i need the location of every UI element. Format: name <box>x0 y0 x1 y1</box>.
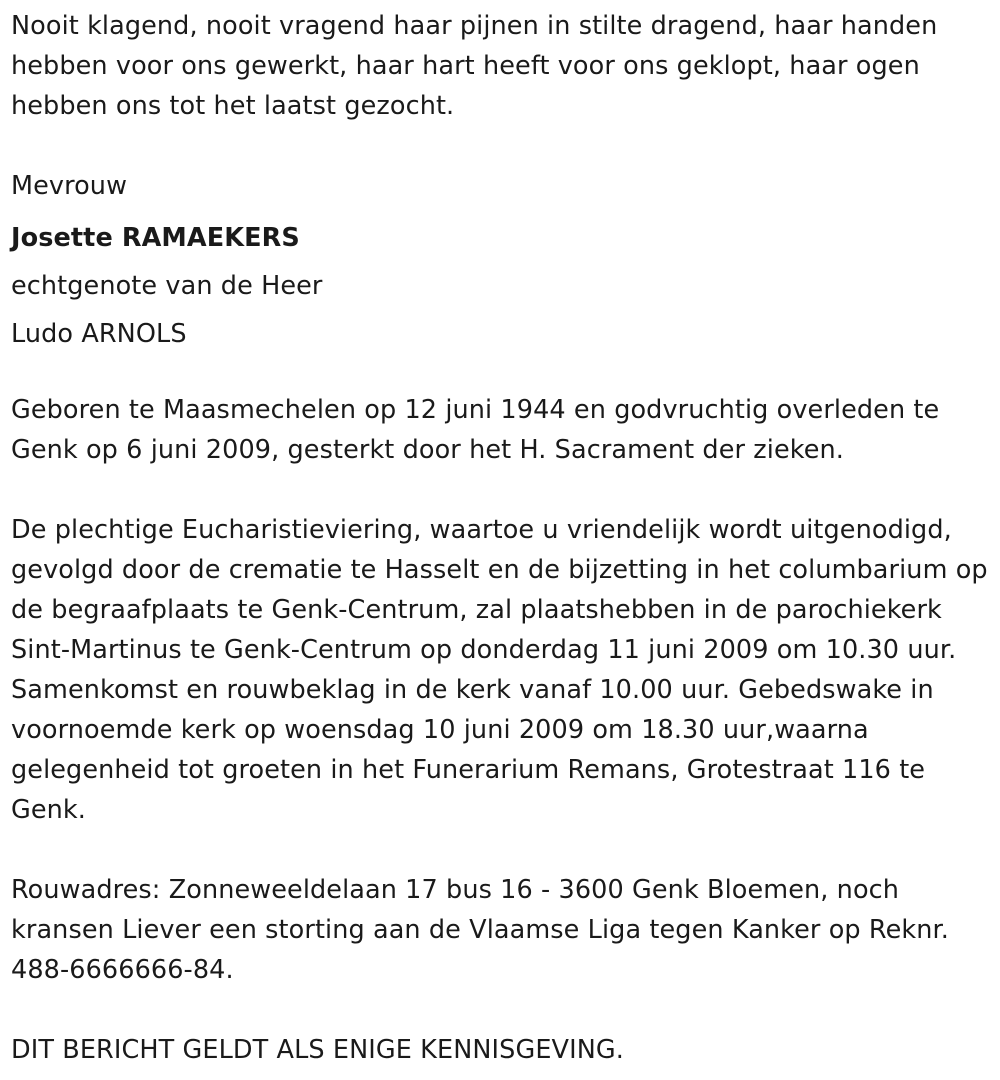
birth-death-paragraph: Geboren te Maasmechelen op 12 juni 1944 en godvruchtig overleden te Genk op 6 juni 2009, gesterkt door het H. Sacrament der zieken. <box>11 395 940 465</box>
spacer <box>11 990 996 1030</box>
spacer <box>11 126 996 166</box>
deceased-block <box>11 166 996 358</box>
intro-verse: Nooit klagend, nooit vragend haar pijnen in stilte dragend, haar handen hebben voor ons gewerkt, haar hart heeft voor ons geklopt, haar ogen hebben ons tot het laatst gezocht. <box>11 11 938 121</box>
spouse-name: Ludo ARNOLS <box>11 319 187 349</box>
salutation: Mevrouw <box>11 171 128 201</box>
ceremony-paragraph: De plechtige Eucharistieviering, waartoe u vriendelijk wordt uitgenodigd, gevolgd door de crematie te Hasselt en de bijzetting in het columbarium op de begraafplaats te Genk-Centrum, zal plaatshebben in de parochiekerk Sint-Martinus te Genk-Centrum op donderdag 11 juni 2009 om 10.30 uur. Samenkomst en rouwbeklag in de kerk vanaf 10.00 uur. Gebedswake in voornoemde kerk op woensdag 10 juni 2009 om 18.30 uur,waarna gelegenheid tot groeten in het Funerarium Remans, Grotestraat 116 te Genk. <box>11 515 988 825</box>
relation-text: echtgenote van de Heer <box>11 271 323 301</box>
spacer <box>11 830 996 870</box>
obituary-notice <box>11 6 996 1070</box>
spacer <box>11 470 996 510</box>
address-paragraph: Rouwadres: Zonneweeldelaan 17 bus 16 - 3600 Genk Bloemen, noch kransen Liever een storting aan de Vlaamse Liga tegen Kanker op Reknr. 488-6666666-84. <box>11 875 949 985</box>
deceased-name: Josette RAMAEKERS <box>11 223 300 253</box>
closing-notice: DIT BERICHT GELDT ALS ENIGE KENNISGEVING. <box>11 1035 624 1065</box>
spacer <box>11 358 996 390</box>
